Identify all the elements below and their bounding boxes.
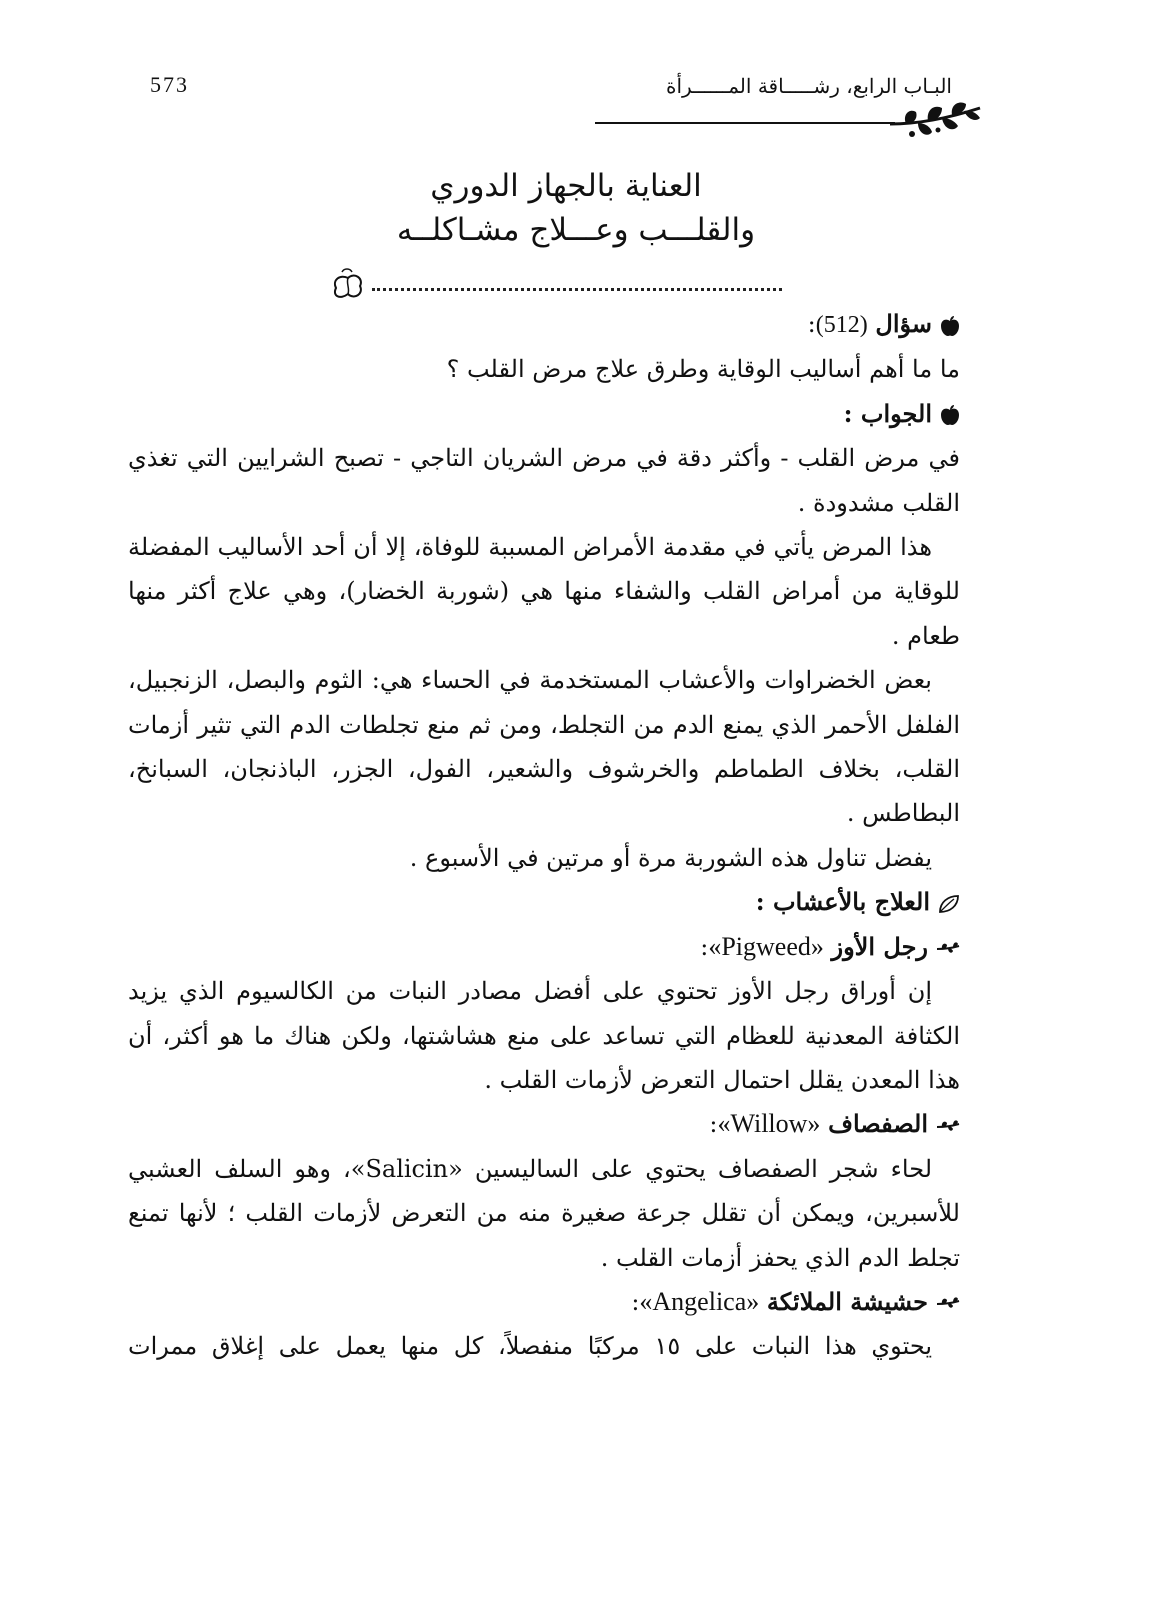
- question-text: ما ما أهم أساليب الوقاية وطرق علاج مرض القلب ؟: [446, 355, 960, 384]
- sprig-icon: [936, 1119, 960, 1133]
- herbal-section-title: العلاج بالأعشاب :: [755, 887, 930, 917]
- herb-heading-pigweed: [128, 925, 960, 969]
- herb-text-pigweed: إن أوراق رجل الأوز تحتوي على أفضل مصادر النبات من الكالسيوم الذي يزيد الكثافة المعدنية للعظام التي تساعد على منع هشاشتها، ولكن هناك ما هو أكثر، أن هذا المعدن يقلل احتمال التعرض لأزمات القلب .: [128, 977, 960, 1094]
- question-heading: [128, 302, 960, 347]
- apple-icon: [940, 315, 960, 337]
- herb-colon: :: [700, 932, 709, 961]
- herb-name-ar: رجل الأوز: [831, 931, 928, 961]
- page-body: [128, 302, 960, 1369]
- paragraph-1: في مرض القلب - وأكثر دقة في مرض الشريان التاجي - تصبح الشرايين التي تغذي القلب مشدودة .: [128, 444, 960, 517]
- herb-heading-willow: [128, 1102, 960, 1146]
- paragraph-4: يفضل تناول هذه الشوربة مرة أو مرتين في الأسبوع .: [409, 843, 932, 872]
- herb-text-willow: لحاء شجر الصفصاف يحتوي على الساليسين «Salicin»، وهو السلف العشبي للأسبرين، ويمكن أن تقلل جرعة صغيرة منه من التعرض لأزمات القلب ؛ لأنها تمنع تجلط الدم الذي يحفز أزمات القلب .: [128, 1154, 960, 1272]
- running-title: البـاب الرابع، رشـــــاقة المــــــرأة: [666, 74, 952, 98]
- apple-icon: [940, 404, 960, 426]
- chapter-title-line-1: العناية بالجهاز الدوري: [430, 168, 702, 204]
- herb-heading-angelica: [128, 1280, 960, 1324]
- herb-text-angelica: يحتوي هذا النبات على ١٥ مركبًا منفصلاً، كل منها يعمل على إغلاق ممرات: [128, 1332, 932, 1361]
- paragraph-2: هذا المرض يأتي في مقدمة الأمراض المسببة للوفاة، إلا أن أحد الأساليب المفضلة للوقاية من أمراض القلب والشفاء منها هي (شوربة الخضار)، وهي علاج أكثر منها طعام .: [128, 533, 960, 650]
- header-rule: [595, 122, 895, 124]
- question-colon: :: [807, 310, 816, 338]
- herb-name-en: «Angelica»: [639, 1286, 760, 1316]
- herb-name-en: «Pigweed»: [708, 931, 824, 961]
- herbal-section-heading: [128, 880, 960, 924]
- sprig-icon: [936, 941, 960, 955]
- herb-name-en: «Willow»: [717, 1109, 821, 1139]
- page-number: 573: [150, 72, 189, 97]
- herb-name-ar: الصفصاف: [828, 1109, 928, 1139]
- leaf-outline-icon: [938, 894, 960, 914]
- sprig-icon: [936, 1296, 960, 1310]
- answer-heading: [128, 392, 960, 436]
- flower-ornament-icon: [328, 266, 368, 302]
- branch-ornament-icon: [888, 98, 983, 144]
- answer-label: الجواب :: [843, 398, 932, 428]
- chapter-title-line-2: والقلـــب وعـــلاج مشـاكلــه: [396, 212, 756, 248]
- question-label: سؤال: [875, 309, 932, 338]
- herb-name-ar: حشيشة الملائكة: [766, 1286, 928, 1316]
- herb-colon: :: [631, 1287, 640, 1316]
- dotted-separator: [372, 268, 782, 291]
- question-number: (512): [815, 312, 868, 338]
- herb-colon: :: [709, 1110, 718, 1139]
- paragraph-3: بعض الخضراوات والأعشاب المستخدمة في الحساء هي: الثوم والبصل، الزنجبيل، الفلفل الأحمر الذي يمنع الدم من التجلط، ومن ثم منع تجلطات الدم التي تثير أزمات القلب، بخلاف الطماطم والخرشوف والشعير، الفول، الجزر، الباذنجان، السبانخ، البطاطس .: [128, 666, 960, 828]
